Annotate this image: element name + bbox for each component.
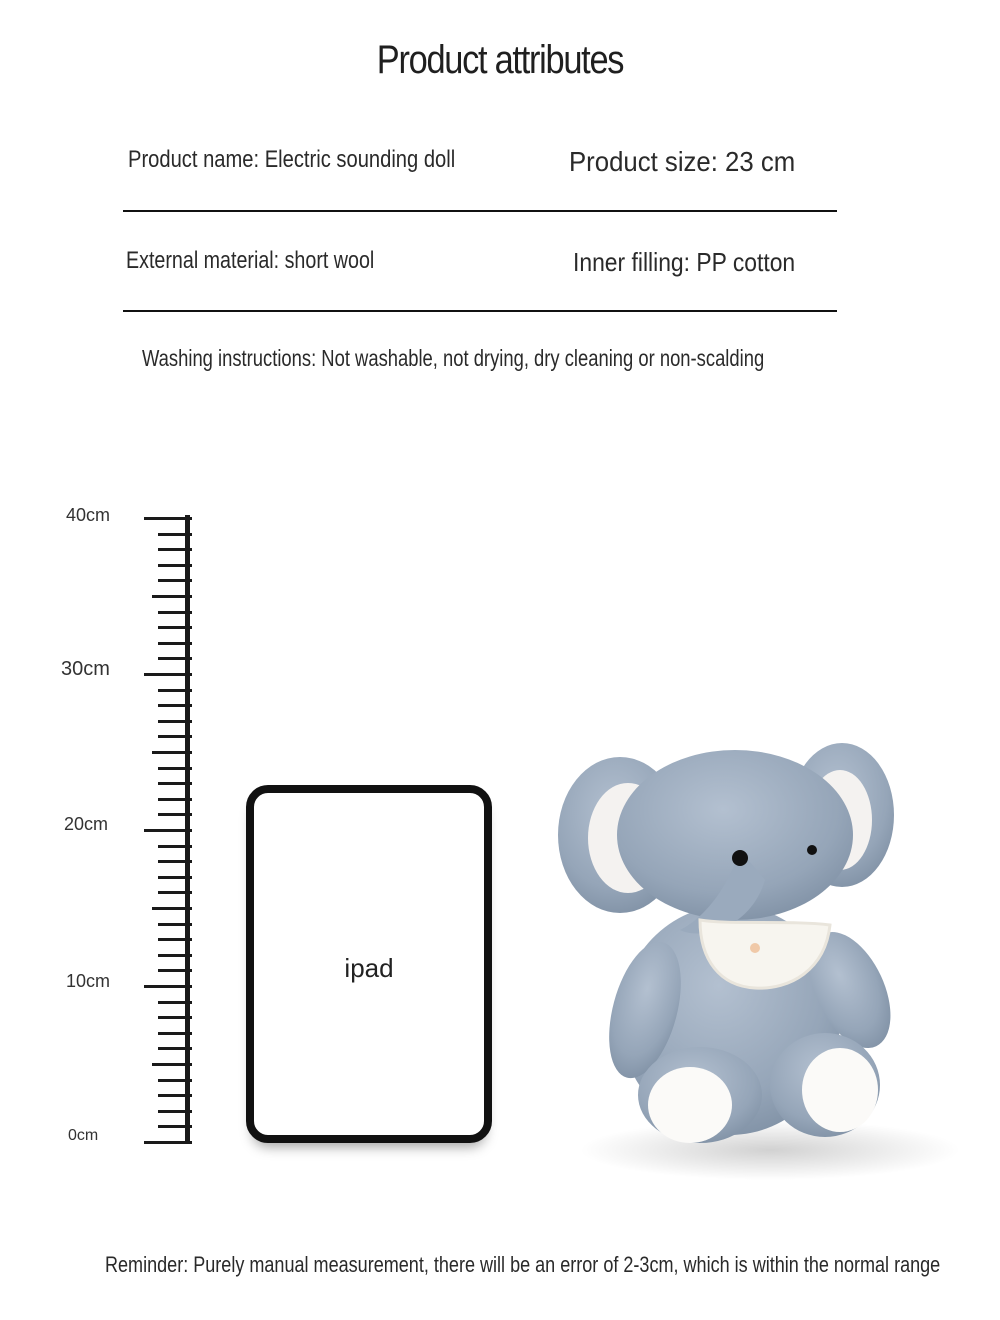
ruler-label-10: 10cm xyxy=(66,971,111,991)
ruler-tick xyxy=(144,829,192,832)
height-ruler xyxy=(140,505,200,1155)
ruler-label-30: 30cm xyxy=(61,658,110,680)
ruler-tick xyxy=(152,751,192,754)
ruler-tick xyxy=(158,767,192,770)
attr-inner-filling: Inner filling: PP cotton xyxy=(573,247,796,277)
attr-external-material: External material: short wool xyxy=(126,247,375,274)
ruler-tick xyxy=(158,1079,192,1082)
ruler-tick xyxy=(158,548,192,551)
page-title: Product attributes xyxy=(376,38,624,82)
ruler-tick xyxy=(158,1001,192,1004)
ruler-tick xyxy=(144,985,192,988)
ruler-tick xyxy=(158,969,192,972)
ruler-tick xyxy=(158,689,192,692)
ruler-tick xyxy=(158,1110,192,1113)
ruler-label-40: 40cm xyxy=(66,505,111,525)
attr-product-size: Product size: 23 cm xyxy=(569,146,796,177)
ruler-tick xyxy=(152,1063,192,1066)
ipad-label: ipad xyxy=(344,953,394,983)
ruler-tick xyxy=(158,735,192,738)
divider xyxy=(123,210,837,212)
ruler-tick xyxy=(158,1094,192,1097)
ipad-outline xyxy=(246,785,492,1143)
ruler-tick xyxy=(158,1125,192,1128)
ruler-tick xyxy=(152,907,192,910)
ruler-tick xyxy=(158,845,192,848)
ruler-tick xyxy=(158,1047,192,1050)
ruler-tick xyxy=(158,1016,192,1019)
ruler-tick xyxy=(158,611,192,614)
ruler-tick xyxy=(158,579,192,582)
divider xyxy=(123,310,837,312)
ruler-tick xyxy=(158,564,192,567)
ruler-tick xyxy=(144,1141,192,1144)
ruler-tick xyxy=(158,891,192,894)
ruler-tick xyxy=(158,782,192,785)
ruler-tick xyxy=(158,626,192,629)
elephant-plush-image xyxy=(550,720,970,1190)
ruler-tick xyxy=(158,704,192,707)
ruler-tick xyxy=(158,533,192,536)
measurement-reminder: Reminder: Purely manual measurement, there will be an error of 2-3cm, which is within the normal range xyxy=(105,1252,941,1277)
ruler-tick xyxy=(158,798,192,801)
ruler-label-20: 20cm xyxy=(64,814,109,834)
ruler-tick xyxy=(158,923,192,926)
ruler-tick xyxy=(144,673,192,676)
ruler-tick xyxy=(158,657,192,660)
attr-washing-instructions: Washing instructions: Not washable, not drying, dry cleaning or non-scalding xyxy=(142,345,765,371)
ruler-tick xyxy=(144,517,192,520)
ruler-tick xyxy=(152,595,192,598)
ruler-tick xyxy=(158,1032,192,1035)
ruler-tick xyxy=(158,720,192,723)
ruler-tick xyxy=(158,876,192,879)
ruler-tick xyxy=(158,813,192,816)
ruler-tick xyxy=(158,938,192,941)
attr-product-name: Product name: Electric sounding doll xyxy=(128,146,456,173)
ruler-tick xyxy=(158,642,192,645)
ruler-tick xyxy=(158,954,192,957)
elephant-plush-illustration xyxy=(550,720,970,1190)
ruler-label-0: 0cm xyxy=(68,1127,99,1144)
ruler-tick xyxy=(158,860,192,863)
